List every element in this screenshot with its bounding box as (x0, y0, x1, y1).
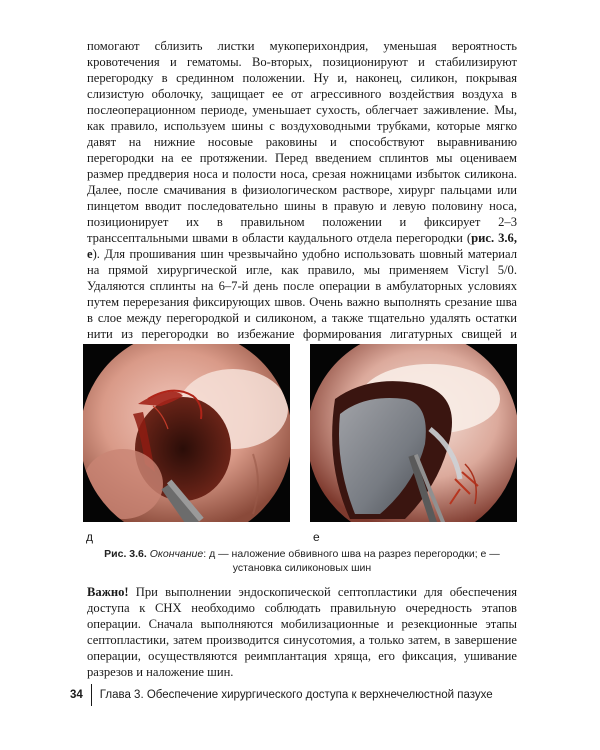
caption-text: : д — наложение обвивного шва на разрез перегородки; е — установка силиконовых шин (203, 548, 500, 574)
endoscopic-photo-d (83, 344, 290, 522)
important-label: Важно! (87, 585, 129, 599)
chapter-title: Глава 3. Обеспечение хирургического доступа к верхнечелюстной пазухе (99, 689, 493, 701)
figure-letter-e: е (313, 530, 320, 544)
important-text: При выполнении эндоскопической септопластики для обеспечения доступа к СНХ необходимо соблюдать правильную очередность этапов операции. Сначала выполняются мобилизационные и резекционные этапы септопластики, затем производится синусотомия, а только затем, в завершение операции, осуществляются реимплантация хряща, его фиксация, ушивание разрезов и наложение шин. (87, 585, 517, 679)
figure-caption (87, 547, 517, 575)
caption-label: Рис. 3.6. (104, 548, 147, 560)
important-note (87, 584, 517, 680)
page-number: 34 (70, 689, 83, 701)
page-footer (70, 687, 493, 703)
body-text-part1: помогают сблизить листки мукоперихондрия, уменьшая вероятность кровотечения и гематомы. Во-вторых, позиционируют и стабилизируют перегородку в срединном положении. Ну и, наконец, силикон, покрывая слизистую оболочку, защищает ее от агрессивного воздействия воздуха в послеоперационном периоде, уменьшает сухость, облегчает заживление. Мы, как правило, используем шины с воздуховодными трубками, которые мягко давят на нижние носовые раковины и способствуют выравниванию перегородки на ее протяжении. Перед введением сплинтов мы оцениваем размер преддверия носа и полости носа, срезая ножницами избыток силикона. Далее, после смачивания в физиологическом растворе, хирург пальцами или пинцетом вводит последовательно шины в правую и левую половину носа, позиционирует их в правильном положении и фиксирует 2–3 транссептальными швами в области каудального отдела перегородки ( (87, 39, 517, 245)
footer-divider (91, 684, 92, 706)
body-paragraph (87, 38, 517, 358)
body-text-part2: ). Для прошивания шин чрезвычайно удобно использовать шовный материал на прямой хирургической игле, как правило, мы применяем Vicryl 5/0. Удаляются сплинты на 6–7-й день после операции в амбулаторных условиях путем перерезания фиксирующих швов. Очень важно выполнять срезание шва в слое между перегородкой и силиконом, а также тщательно удалять остатки нити из перегородки во избежание формирования лигатурных свищей и (87, 247, 517, 341)
figure-reference: рис. 3.6, е (87, 231, 517, 261)
figure-letter-d: д (86, 530, 94, 544)
endoscopic-photo-e (310, 344, 517, 522)
caption-italic: Окончание (149, 548, 204, 560)
